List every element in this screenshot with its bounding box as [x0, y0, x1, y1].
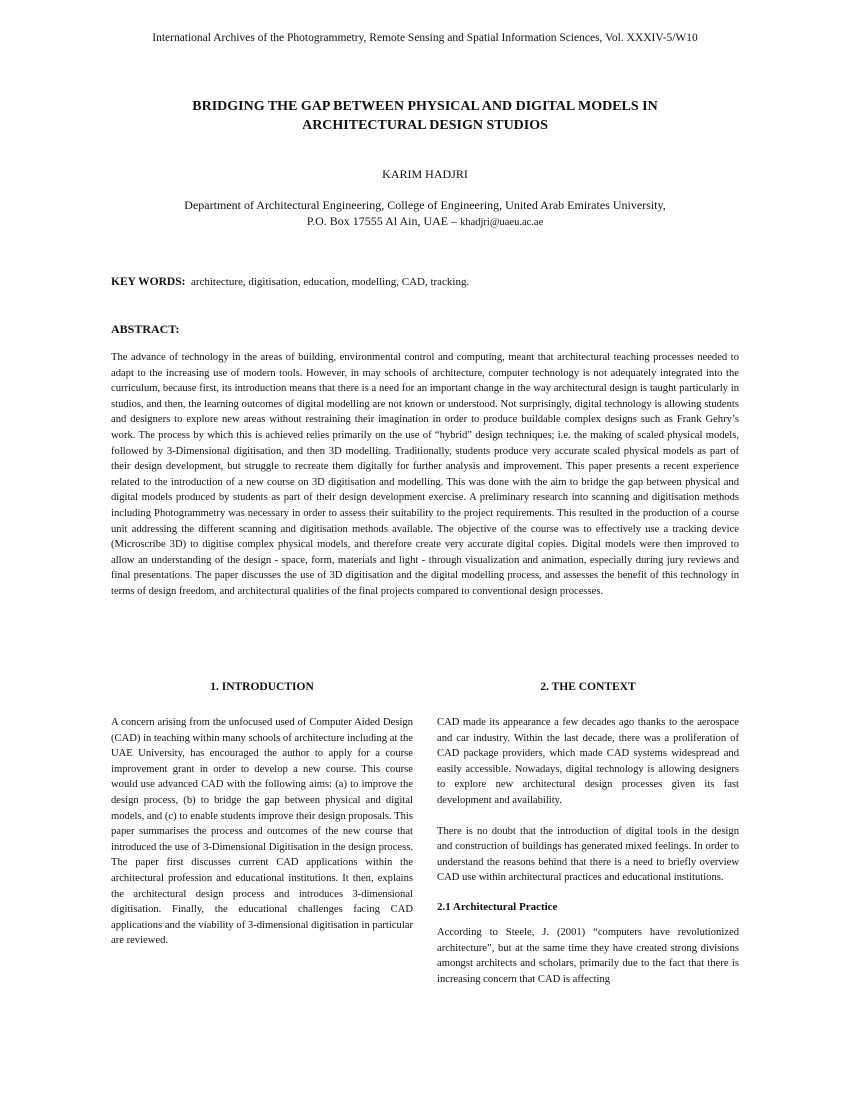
title-line-2: ARCHITECTURAL DESIGN STUDIOS — [302, 118, 548, 133]
paper-title — [150, 97, 700, 135]
context-paragraph-3: According to Steele, J. (2001) “computers have revolutionized architecture”, but at the same time they have created strong divisions amongst architects and scholars, primarily due to the fact that there is increasing concern that CAD is affecting — [437, 926, 739, 985]
introduction-heading: 1. INTRODUCTION — [210, 681, 314, 693]
left-column — [111, 681, 413, 964]
architectural-practice-heading: 2.1 Architectural Practice — [437, 900, 558, 913]
running-header: International Archives of the Photogrammetry, Remote Sensing and Spatial Information Sciences, Vol. XXXIV-5/W10 — [152, 32, 698, 44]
abstract-heading: ABSTRACT: — [111, 322, 180, 336]
email-address: khadjri@uaeu.ac.ae — [460, 217, 544, 228]
affiliation — [100, 197, 750, 231]
context-heading: 2. THE CONTEXT — [540, 681, 636, 693]
author-name: KARIM HADJRI — [382, 167, 468, 181]
affiliation-line-1: Department of Architectural Engineering, College of Engineering, United Arab Emirates University, — [184, 198, 666, 212]
keywords — [111, 276, 741, 288]
abstract-text: The advance of technology in the areas of building, environmental control and computing, meant that architectural teaching processes needed to adapt to the increasing use of modern tools. However, in may schools of architecture, computer technology is not adequately integrated into the curriculum, because first, its introduction means that there is a need for an important change in the way architectural design is taught particularly in studios, and then, the learning outcomes of digital modelling are not known or understood. Not surprisingly, digital technology is allowing students and designers to explore new areas without restraining their imagination in order to produce buildable complex designs such as Frank Gehry’s work. The process by which this is achieved relies primarily on the use of “hybrid” design techniques; i.e. the making of scaled physical models, followed by 3-Dimensional digitisation, and then 3D modelling. Traditionally, students produce very accurate scaled physical models as part of their design development, but struggle to recreate them digitally for further analysis and improvement. This paper presents a recent experience related to the introduction of a new course on 3D digitisation and modelling. This was done with the aim to bridge the gap between physical and digital models produced by students as part of their design development exercise. A preliminary research into scanning and digitisation methods including Photogrammetry was necessary in order to assess their suitability to the project requirements. This resulted in the production of a course unit addressing the different scanning and digitisation methods available. The objective of the course was to effectively use a tracking device (Microscribe 3D) to digitise complex physical models, and therefore create very accurate digital copies. Digital models were then improved to allow an understanding of the design - space, form, materials and light - through visualization and animation, especially during jury reviews and final presentations. The paper discusses the use of 3D digitisation and the digital modelling process, and assesses the benefit of this technology in terms of design freedom, and architectural qualities of the final projects compared to conventional design processes. — [111, 352, 739, 597]
title-line-1: BRIDGING THE GAP BETWEEN PHYSICAL AND DIGITAL MODELS IN — [192, 99, 658, 114]
context-paragraph-2: There is no doubt that the introduction of digital tools in the design and construction of buildings has generated mixed feelings. In order to understand the reasons behind that there is a need to briefly overview CAD use within architectural practices and educational institutions. — [437, 825, 739, 884]
context-paragraph-1: CAD made its appearance a few decades ago thanks to the aerospace and car industry. Within the last decade, there was a proliferation of CAD package providers, which made CAD systems widespread and easily accessible. Nowadays, digital technology is allowing designers to explore new architectural design processes given its fast development and availability. — [437, 717, 739, 806]
address: P.O. Box 17555 Al Ain, UAE – — [306, 214, 461, 228]
keywords-list: architecture, digitisation, education, modelling, CAD, tracking. — [190, 276, 470, 288]
right-column — [437, 681, 739, 1002]
introduction-paragraph: A concern arising from the unfocused used of Computer Aided Design (CAD) in teaching within many schools of architecture including at the UAE University, has encouraged the author to apply for a course improvement grant in order to develop a new course. This course would use advanced CAD with the following aims: (a) to improve the design process, (b) to bridge the gap between physical and digital models, and (c) to enable students improve their design proposals. This paper summarises the process and outcomes of the new course that introduced the use of 3-Dimensional Digitisation in the design process. The paper first discusses current CAD applications within the architectural profession and educational institutions. It then, explains the architectural design process and introduces 3-dimensional digitisation. Finally, the educational challenges facing CAD applications and the viability of 3-dimensional digitisation in particular are reviewed. — [111, 717, 413, 947]
keywords-label: KEY WORDS: — [111, 276, 186, 288]
affiliation-line-2 — [100, 213, 750, 231]
